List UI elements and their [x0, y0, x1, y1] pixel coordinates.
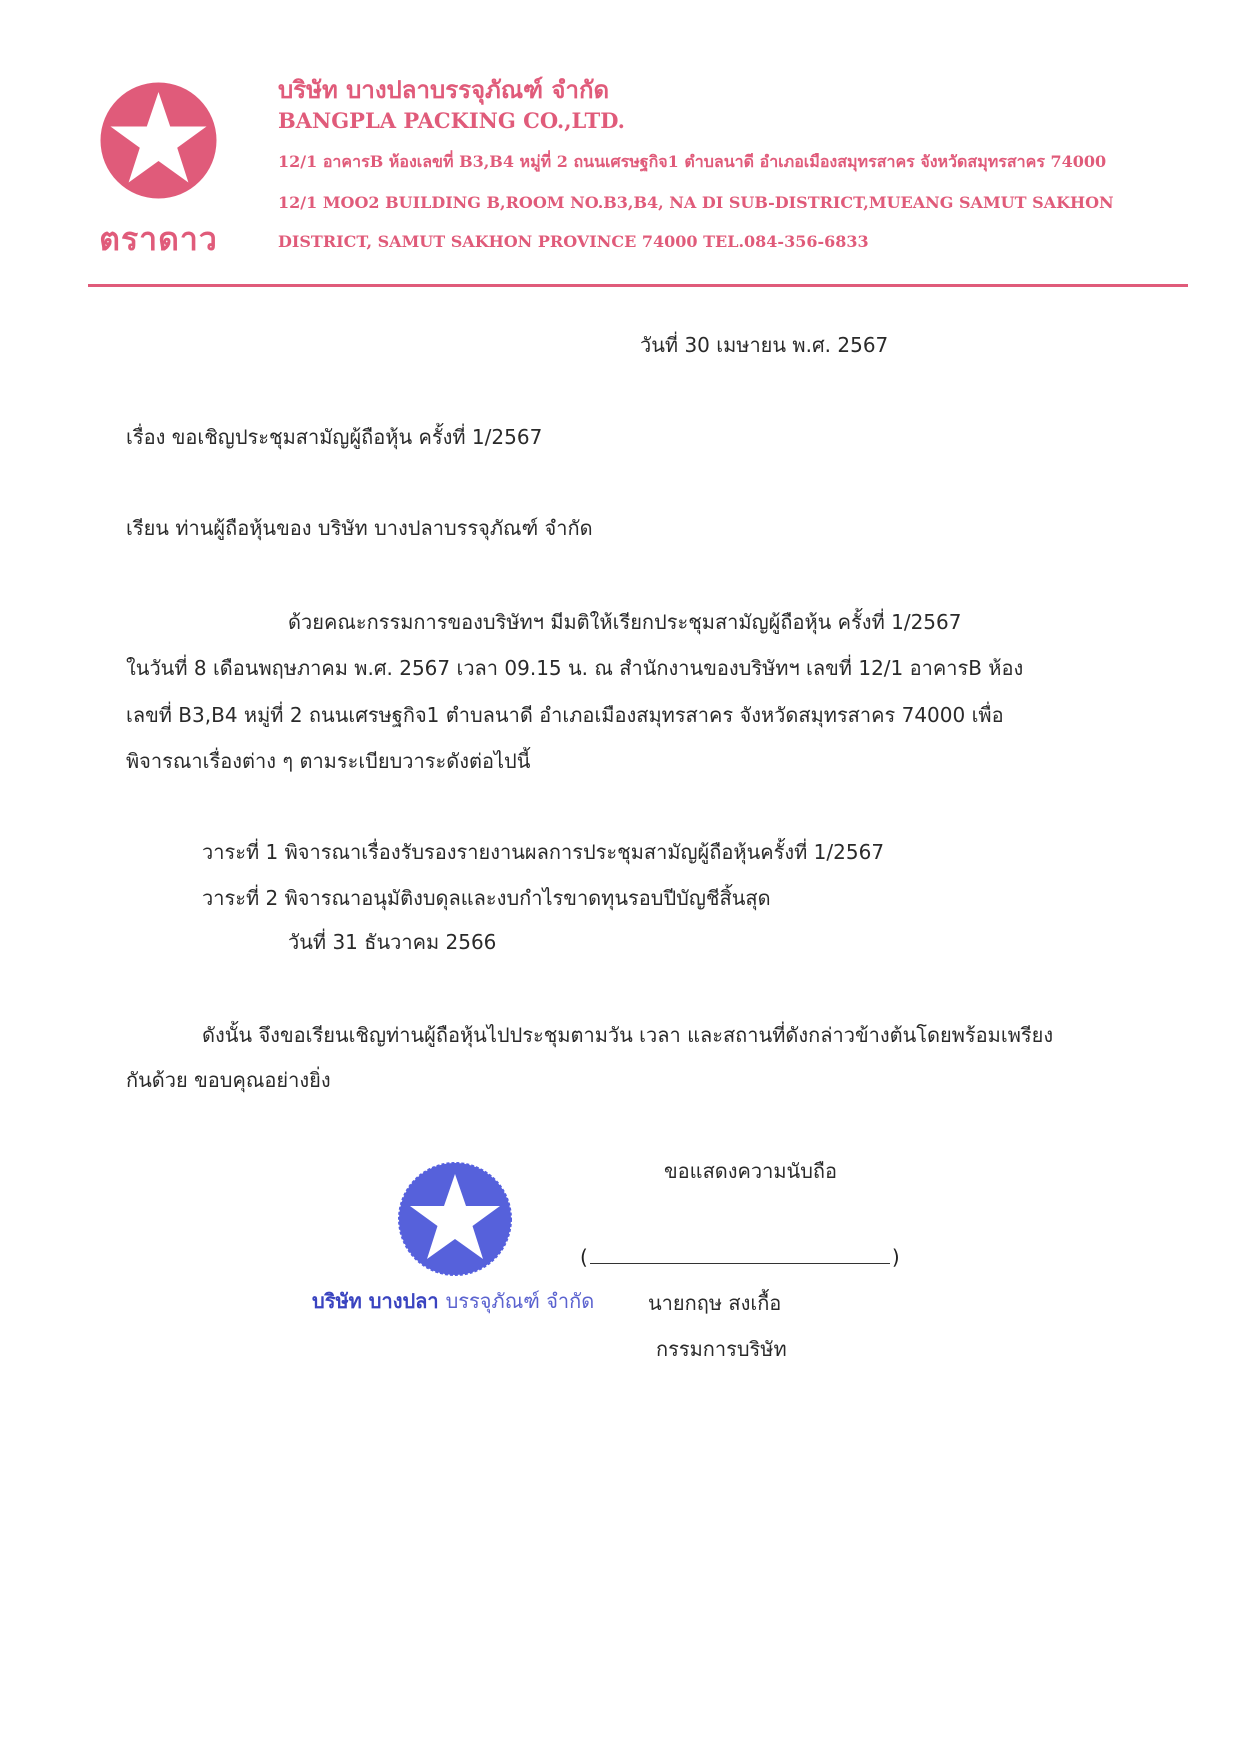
body-line: เลขที่ B3,B4 หมู่ที่ 2 ถนนเศรษฐกิจ1 ตำบลนาดี อำเภอเมืองสมุทรสาคร จังหวัดสมุทรสาคร 74000 เพื่อ [126, 703, 1004, 727]
company-name-english: BANGPLA PACKING CO.,LTD. [278, 108, 625, 133]
blue-star-seal-icon [396, 1160, 514, 1278]
agenda-item-2: วาระที่ 2 พิจารณาอนุมัติงบดุลและงบกำไรขาดทุนรอบปีบัญชีสิ้นสุด [202, 886, 771, 910]
company-address-thai: 12/1 อาคารB ห้องเลขที่ B3,B4 หมู่ที่ 2 ถนนเศรษฐกิจ1 ตำบลนาดี อำเภอเมืองสมุทรสาคร จังหวัดสมุทรสาคร 74000 [278, 152, 1107, 171]
signature-open-paren: ( [580, 1245, 588, 1269]
company-address-english-line1: 12/1 MOO2 BUILDING B,ROOM NO.B3,B4, NA DI SUB-DISTRICT,MUEANG SAMUT SAKHON [278, 193, 1114, 212]
closing-line: ดังนั้น จึงขอเรียนเชิญท่านผู้ถือหุ้นไปประชุมตามวัน เวลา และสถานที่ดังกล่าวข้างต้นโดยพร้อมเพรียง [202, 1023, 1054, 1047]
company-address-english-line2: DISTRICT, SAMUT SAKHON PROVINCE 74000 TEL.084-356-6833 [278, 232, 869, 251]
letterhead-divider [88, 284, 1188, 287]
seal-text-light: บรรจุภัณฑ์ จำกัด [445, 1289, 595, 1313]
closing-line: กันด้วย ขอบคุณอย่างยิ่ง [126, 1068, 331, 1092]
body-line: ด้วยคณะกรรมการของบริษัทฯ มีมติให้เรียกประชุมสามัญผู้ถือหุ้น ครั้งที่ 1/2567 [288, 610, 962, 634]
seal-company-name [312, 1285, 594, 1317]
logo-wordmark: ตราดาว [99, 220, 218, 258]
body-line: พิจารณาเรื่องต่าง ๆ ตามระเบียบวาระดังต่อไปนี้ [126, 749, 531, 773]
letter-subject: เรื่อง ขอเชิญประชุมสามัญผู้ถือหุ้น ครั้งที่ 1/2567 [126, 425, 543, 449]
signature-line [580, 1245, 900, 1269]
signer-name: นายกฤษ สงเกื้อ [648, 1291, 782, 1315]
company-name-thai: บริษัท บางปลาบรรจุภัณฑ์ จำกัด [278, 75, 610, 104]
signature-close-paren: ) [891, 1245, 900, 1269]
signer-title: กรรมการบริษัท [656, 1337, 787, 1361]
agenda-item-1: วาระที่ 1 พิจารณาเรื่องรับรองรายงานผลการประชุมสามัญผู้ถือหุ้นครั้งที่ 1/2567 [202, 840, 885, 864]
closing-regards: ขอแสดงความนับถือ [664, 1159, 838, 1183]
company-seal [396, 1160, 514, 1278]
letter-recipient: เรียน ท่านผู้ถือหุ้นของ บริษัท บางปลาบรรจุภัณฑ์ จำกัด [126, 516, 593, 540]
body-line: ในวันที่ 8 เดือนพฤษภาคม พ.ศ. 2567 เวลา 09.15 น. ณ สำนักงานของบริษัทฯ เลขที่ 12/1 อาคารB ห้อง [126, 656, 1024, 680]
seal-text-bold: บริษัท บางปลา [312, 1289, 446, 1313]
agenda-item-2-continued: วันที่ 31 ธันวาคม 2566 [288, 930, 497, 954]
red-star-circle-icon [96, 78, 221, 203]
signature-blank [590, 1245, 890, 1264]
letter-date: วันที่ 30 เมษายน พ.ศ. 2567 [640, 333, 889, 357]
